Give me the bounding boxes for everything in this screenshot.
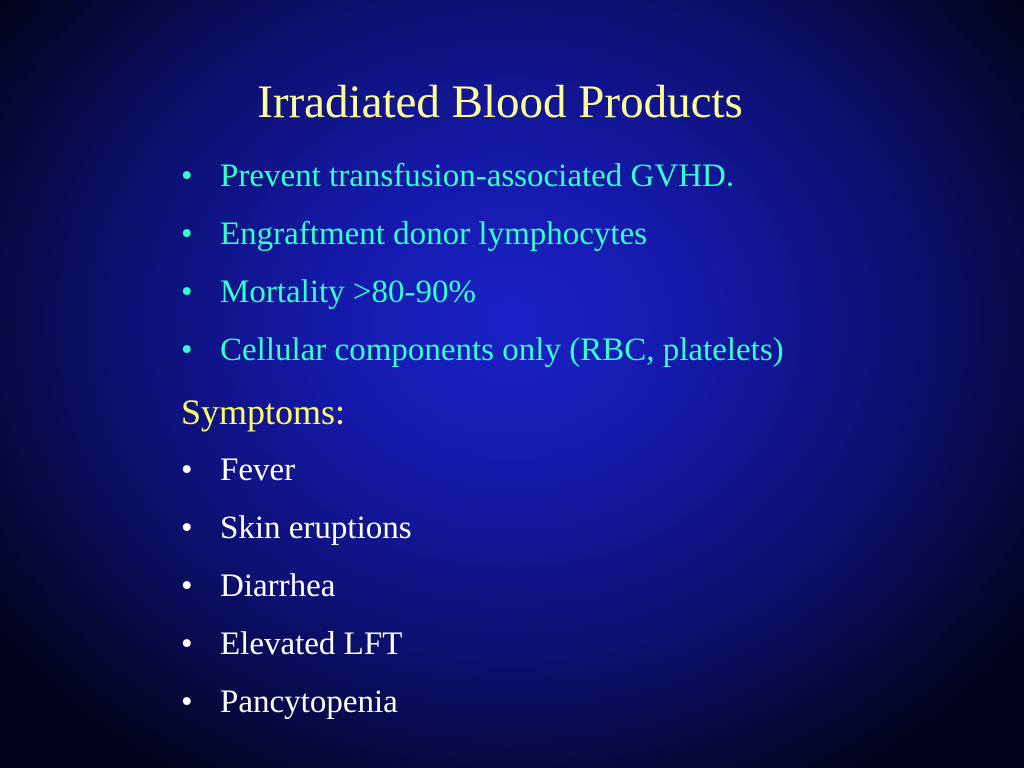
point-text: Engraftment donor lymphocytes bbox=[220, 216, 648, 252]
symptoms-heading: Symptoms: bbox=[181, 392, 346, 432]
symptom-text: Pancytopenia bbox=[220, 684, 398, 720]
point-text: Cellular components only (RBC, platelets) bbox=[220, 332, 784, 368]
symptom-text: Elevated LFT bbox=[220, 626, 403, 662]
bullet-icon: • bbox=[181, 684, 193, 720]
bullet-icon: • bbox=[181, 626, 193, 662]
bullet-icon: • bbox=[181, 452, 193, 488]
bullet-icon: • bbox=[181, 568, 193, 604]
bullet-icon: • bbox=[181, 510, 193, 546]
slide-title: Irradiated Blood Products bbox=[257, 76, 743, 128]
bullet-icon: • bbox=[181, 274, 193, 310]
bullet-icon: • bbox=[181, 216, 193, 252]
symptom-text: Fever bbox=[220, 452, 296, 488]
point-text: Prevent transfusion-associated GVHD. bbox=[220, 158, 735, 194]
symptom-text: Skin eruptions bbox=[220, 510, 412, 546]
bullet-icon: • bbox=[181, 158, 193, 194]
bullet-icon: • bbox=[181, 332, 193, 368]
point-text: Mortality >80-90% bbox=[220, 274, 476, 310]
symptom-text: Diarrhea bbox=[220, 568, 336, 604]
